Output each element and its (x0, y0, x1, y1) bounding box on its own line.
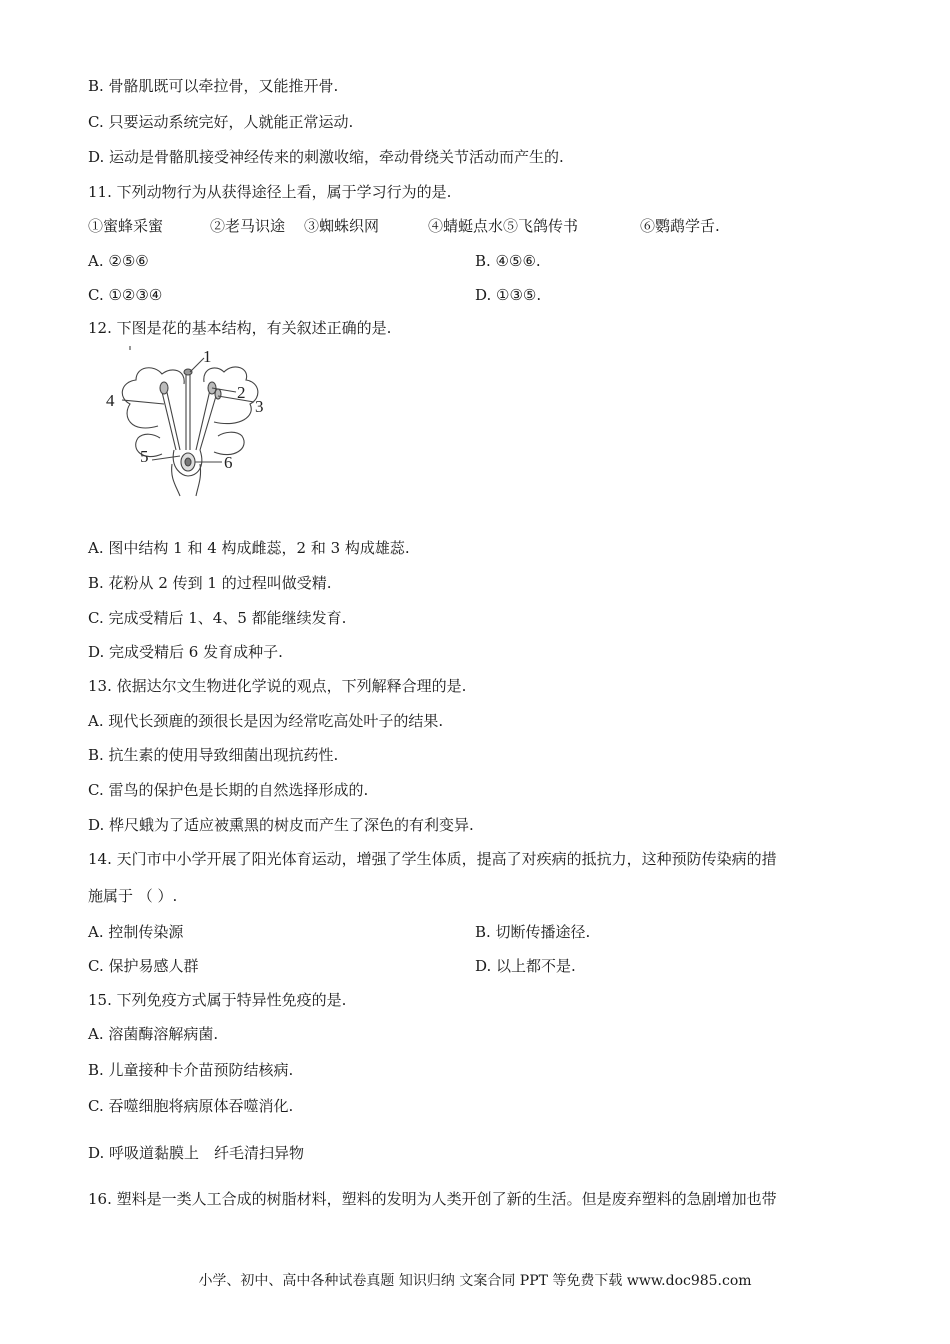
q11-option-d: D. ①③⑤. (475, 286, 542, 304)
q11-item-1: ①蜜蜂采蜜 (88, 217, 164, 235)
q15-option-c: C. 吞噬细胞将病原体吞噬消化. (88, 1097, 294, 1115)
q14-option-a: A. 控制传染源 (88, 923, 184, 941)
q11-option-b: B. ④⑤⑥. (475, 252, 541, 270)
q11-items (88, 216, 720, 236)
q15-option-d: D. 呼吸道黏膜上 纤毛清扫异物 (88, 1144, 305, 1162)
q12-option-a: A. 图中结构 1 和 4 构成雌蕊，2 和 3 构成雄蕊. (88, 539, 410, 557)
q10-option-b: B. 骨骼肌既可以牵拉骨，又能推开骨. (88, 77, 339, 95)
q11-item-5: ⑥鹦鹉学舌. (640, 217, 720, 235)
q11-option-a: A. ②⑤⑥ (88, 252, 149, 270)
q13-option-b: B. 抗生素的使用导致细菌出现抗药性. (88, 746, 339, 764)
q13-option-c: C. 雷鸟的保护色是长期的自然选择形成的. (88, 781, 369, 799)
flower-petal-right (204, 367, 258, 424)
figure-label-6: 6 (224, 453, 233, 472)
q12-option-c: C. 完成受精后 1、4、5 都能继续发育. (88, 609, 347, 627)
q16-stem: 16. 塑料是一类人工合成的树脂材料，塑料的发明为人类开创了新的生活。但是废弃塑料的急剧增加也带 (88, 1190, 777, 1208)
q10-option-d: D. 运动是骨骼肌接受神经传来的刺激收缩，牵动骨绕关节活动而产生的. (88, 148, 564, 166)
q15-stem: 15. 下列免疫方式属于特异性免疫的是. (88, 991, 347, 1009)
q13-stem: 13. 依据达尔文生物进化学说的观点，下列解释合理的是. (88, 677, 467, 695)
q14-stem-line1: 14. 天门市中小学开展了阳光体育运动，增强了学生体质，提高了对疾病的抵抗力，这种预防传染病的措 (88, 850, 777, 868)
q14-stem-line2: 施属于 （ ）. (88, 887, 178, 905)
page-footer: 小学、初中、高中各种试卷真题 知识归纳 文案合同 PPT 等免费下载 www.doc985.com (198, 1273, 752, 1289)
flower-structure-figure (100, 346, 290, 506)
q14-option-b: B. 切断传播途径. (475, 923, 591, 941)
q11-stem: 11. 下列动物行为从获得途径上看，属于学习行为的是. (88, 183, 452, 201)
flower-stamen-left (162, 388, 180, 450)
q11-item-2: ②老马识途 (210, 217, 286, 235)
q11-item-3: ③蜘蛛织网 (304, 217, 380, 235)
figure-label-1: 1 (203, 347, 212, 366)
label-line-3 (218, 396, 254, 402)
flower-pistil (186, 374, 190, 450)
flower-stigma (184, 369, 192, 375)
q10-option-c: C. 只要运动系统完好，人就能正常运动. (88, 113, 354, 131)
figure-label-3: 3 (255, 397, 264, 416)
q15-option-a: A. 溶菌酶溶解病菌. (88, 1025, 219, 1043)
q12-option-d: D. 完成受精后 6 发育成种子. (88, 643, 283, 661)
q13-option-d: D. 桦尺蛾为了适应被熏黑的树皮而产生了深色的有利变异. (88, 816, 474, 834)
q12-option-b: B. 花粉从 2 传到 1 的过程叫做受精. (88, 574, 332, 592)
q15-option-b: B. 儿童接种卡介苗预防结核病. (88, 1061, 294, 1079)
flower-petal-left (122, 368, 184, 428)
flower-petal-lower-right (214, 432, 244, 454)
q13-option-a: A. 现代长颈鹿的颈很长是因为经常吃高处叶子的结果. (88, 712, 444, 730)
label-line-1 (190, 358, 204, 372)
q12-stem: 12. 下图是花的基本结构，有关叙述正确的是. (88, 319, 392, 337)
figure-label-2: 2 (237, 383, 246, 402)
figure-label-4: 4 (106, 391, 115, 410)
q11-item-4: ④蜻蜓点水⑤飞鸽传书 (428, 217, 579, 235)
figure-label-5: 5 (140, 447, 149, 466)
q14-option-c: C. 保护易感人群 (88, 957, 199, 975)
q11-option-c: C. ①②③④ (88, 286, 163, 304)
flower-stamen-right (196, 390, 216, 450)
q14-option-d: D. 以上都不是. (475, 957, 576, 975)
